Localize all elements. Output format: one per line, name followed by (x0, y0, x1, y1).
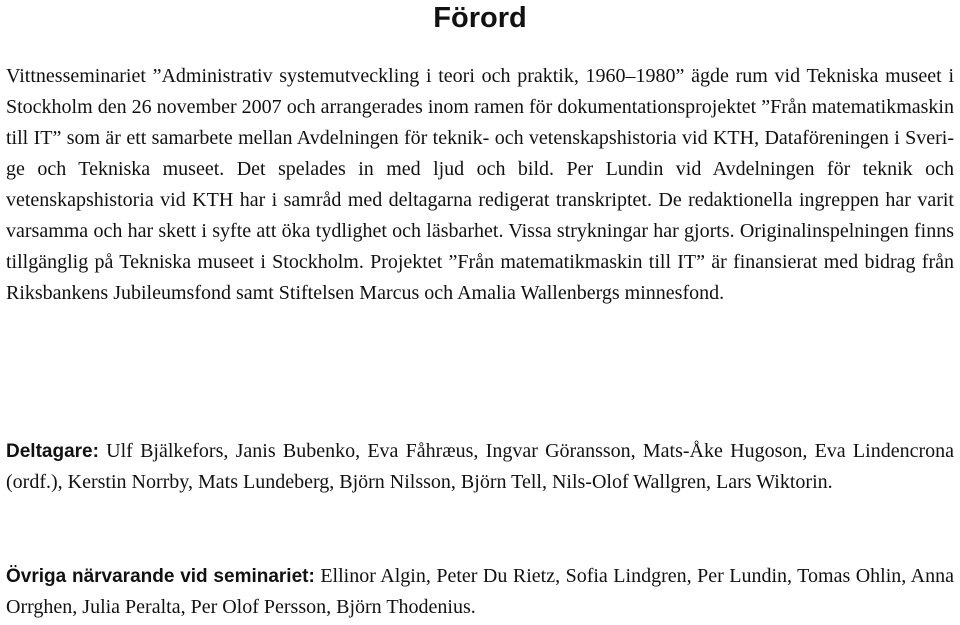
others-present-list: Ellinor Algin, Peter Du Rietz, Sofia Lindgren, Per Lundin, Tomas Ohlin, Anna Orrghen, Julia Peralta, Per Olof Persson, Björn Thodenius. (6, 565, 955, 618)
intro-paragraph: Vittnesseminariet ”Administrativ systemutveckling i teori och praktik, 1960–1980” ägde rum vid Tekniska museet i Stockholm den 26 november 2007 och arrangerades inom ramen för dokumentationsprojektet ”Från matematikmaskin till IT” som är ett samarbete mellan Avdelningen för teknik- och vetenskapshistoria vid KTH, Dataföreningen i Sverige och Tekniska museet. Det spelades in med ljud och bild. Per Lundin vid Avdelningen för teknik och vetenskapshistoria vid KTH har i samråd med deltagarna redigerat transkriptet. De redaktionella ingreppen har varit varsamma och har skett i syfte att öka tydlighet och läsbarhet. Vissa strykningar har gjorts. Originalinspelningen finns tillgänglig på Tekniska museet i Stockholm. Projektet ”Från matematikmaskin till IT” är finansierat med bidrag från Riksbankens Jubileumsfond samt Stiftelsen Marcus och Amalia Wallenbergs minnesfond. (6, 65, 954, 304)
others-present-label: Övriga närvarande vid seminariet: (6, 566, 315, 587)
document-page (6, 0, 955, 618)
others-present-paragraph (6, 561, 954, 623)
page-title: Förord (433, 2, 527, 34)
participants-paragraph (6, 436, 954, 498)
participants-label: Deltagare: (6, 441, 99, 462)
participants-list: Ulf Bjälkefors, Janis Bubenko, Eva Fåhræus, Ingvar Göransson, Mats-Åke Hugoson, Eva Lindencrona (ordf.), Kerstin Norrby, Mats Lundeberg, Björn Nilsson, Björn Tell, Nils-Olof Wallgren, Lars Wiktorin. (6, 440, 954, 493)
